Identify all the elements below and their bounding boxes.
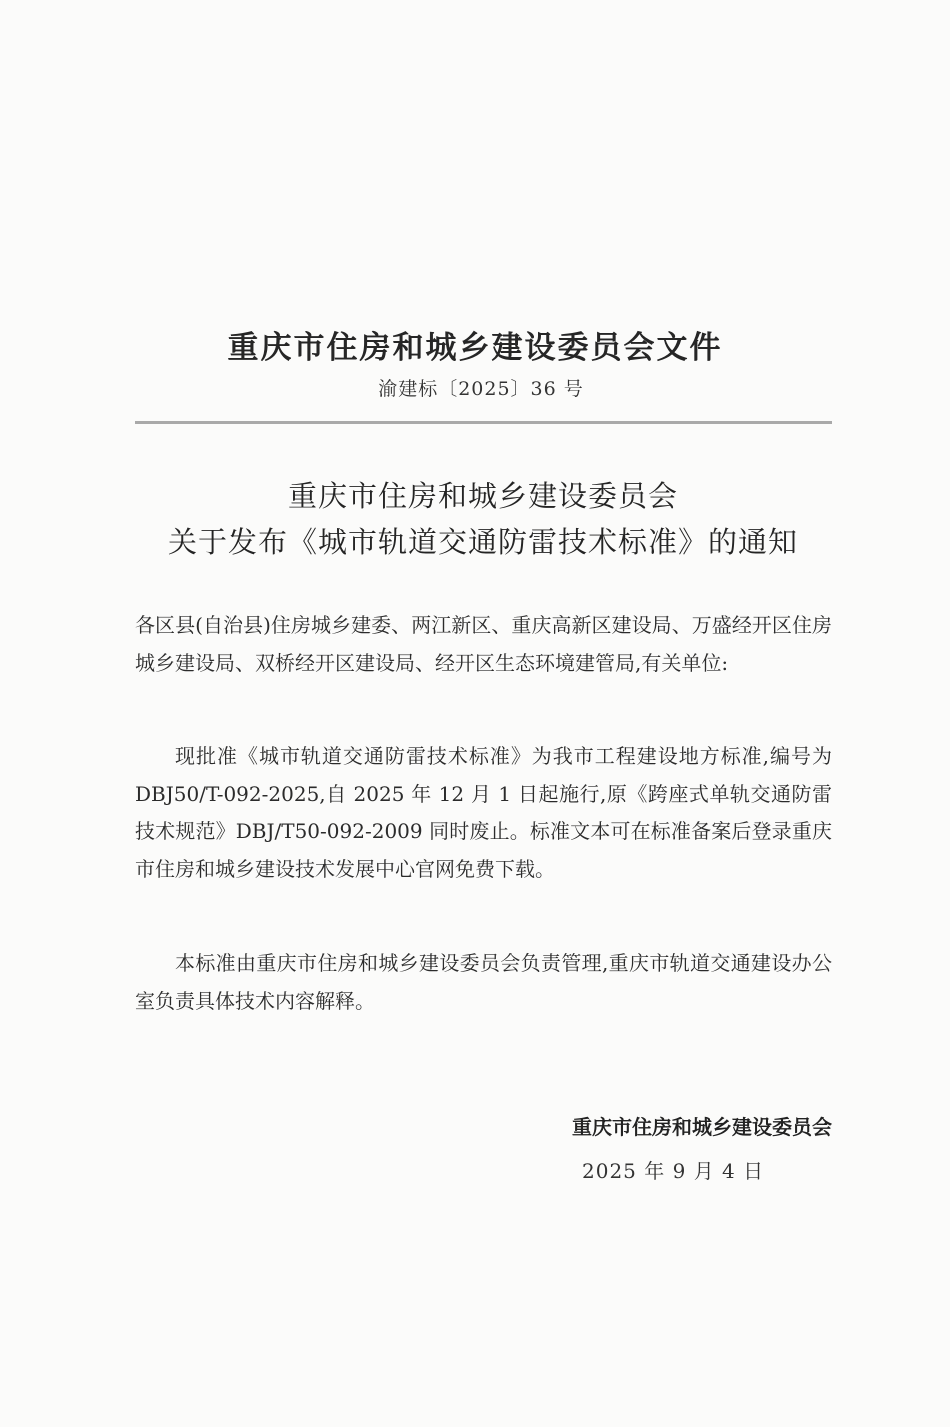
body-paragraph-2-text: 本标准由重庆市住房和城乡建设委员会负责管理,重庆市轨道交通建设办公室负责具体技术内容解释。 [135, 951, 832, 1013]
addressee-paragraph [135, 607, 832, 682]
addressee-text: 各区县(自治县)住房城乡建委、两江新区、重庆高新区建设局、万盛经开区住房城乡建设局、双桥经开区建设局、经开区生态环境建管局,有关单位: [135, 613, 832, 675]
issuer-signature: 重庆市住房和城乡建设委员会 [572, 1115, 832, 1139]
issue-date: 2025 年 9 月 4 日 [582, 1159, 765, 1183]
notice-title-line1: 重庆市住房和城乡建设委员会 [287, 479, 678, 513]
body-paragraph-1 [135, 738, 832, 888]
header-divider [135, 421, 832, 424]
notice-title-line2: 关于发布《城市轨道交通防雷技术标准》的通知 [167, 525, 798, 559]
document-header-title: 重庆市住房和城乡建设委员会文件 [227, 330, 723, 366]
body-paragraph-1-text: 现批准《城市轨道交通防雷技术标准》为我市工程建设地方标准,编号为 DBJ50/T-092-2025,自 2025 年 12 月 1 日起施行,原《跨座式单轨交通防雷技术规范》DBJ/T50-092-2009 同时废止。标准文本可在标准备案后登录重庆市住房和城乡建设技术发展中心官网免费下载。 [135, 744, 832, 881]
document-number: 渝建标〔2025〕36 号 [378, 378, 584, 400]
body-paragraph-2 [135, 945, 832, 1020]
